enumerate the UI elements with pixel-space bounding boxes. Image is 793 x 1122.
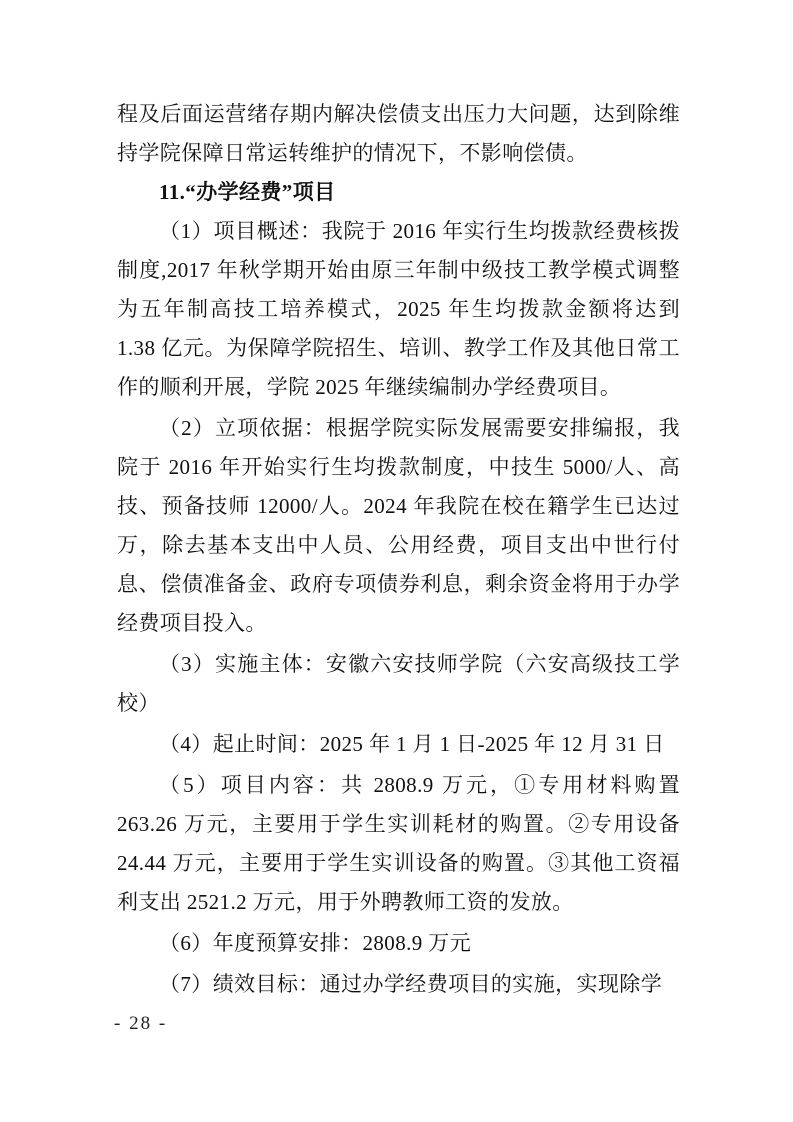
body-paragraph-item4: （4）起止时间：2025 年 1 月 1 日-2025 年 12 月 31 日 [159,732,665,756]
body-paragraph-item2: （2）立项依据：根据学院实际发展需要安排编报，我院于 2016 年开始实行生均拨款制度，中技生 5000/人、高技、预备技师 12000/人。2024 年我院在校在籍学生已达过万，除去基本支出中人员、公用经费，项目支出中世行付息、偿债准备金、政府专项债券利息，剩余资金将用于办学经费项目投入。 [117,416,680,635]
body-paragraph-item3: （3）实施主体：安徽六安技师学院（六安高级技工学校） [117,652,680,715]
body-paragraph-continuation: 程及后面运营绪存期内解决偿债支出压力大问题，达到除维持学院保障日常运转维护的情况下，不影响偿债。 [117,102,680,165]
document-body [117,95,680,1004]
body-paragraph-item1: （1）项目概述：我院于 2016 年实行生均拨款经费核拨制度,2017 年秋学期开始由原三年制中级技工教学模式调整为五年制高技工培养模式，2025 年生均拨款金额将达到 1.38 亿元。为保障学院招生、培训、教学工作及其他日常工作的顺利开展，学院 2025 年继续编制办学经费项目。 [117,219,680,399]
body-paragraph-item6: （6）年度预算安排：2808.9 万元 [159,931,472,955]
section-heading: 11.“办学经费”项目 [159,180,336,204]
body-paragraph-item5: （5）项目内容：共 2808.9 万元，①专用材料购置 263.26 万元，主要用于学生实训耗材的购置。②专用设备 24.44 万元，主要用于学生实训设备的购置。③其他工资福利支出 2521.2 万元，用于外聘教师工资的发放。 [117,773,680,914]
page-number: - 28 - [114,1013,168,1034]
body-paragraph-item7: （7）绩效目标：通过办学经费项目的实施，实现除学 [159,972,663,996]
